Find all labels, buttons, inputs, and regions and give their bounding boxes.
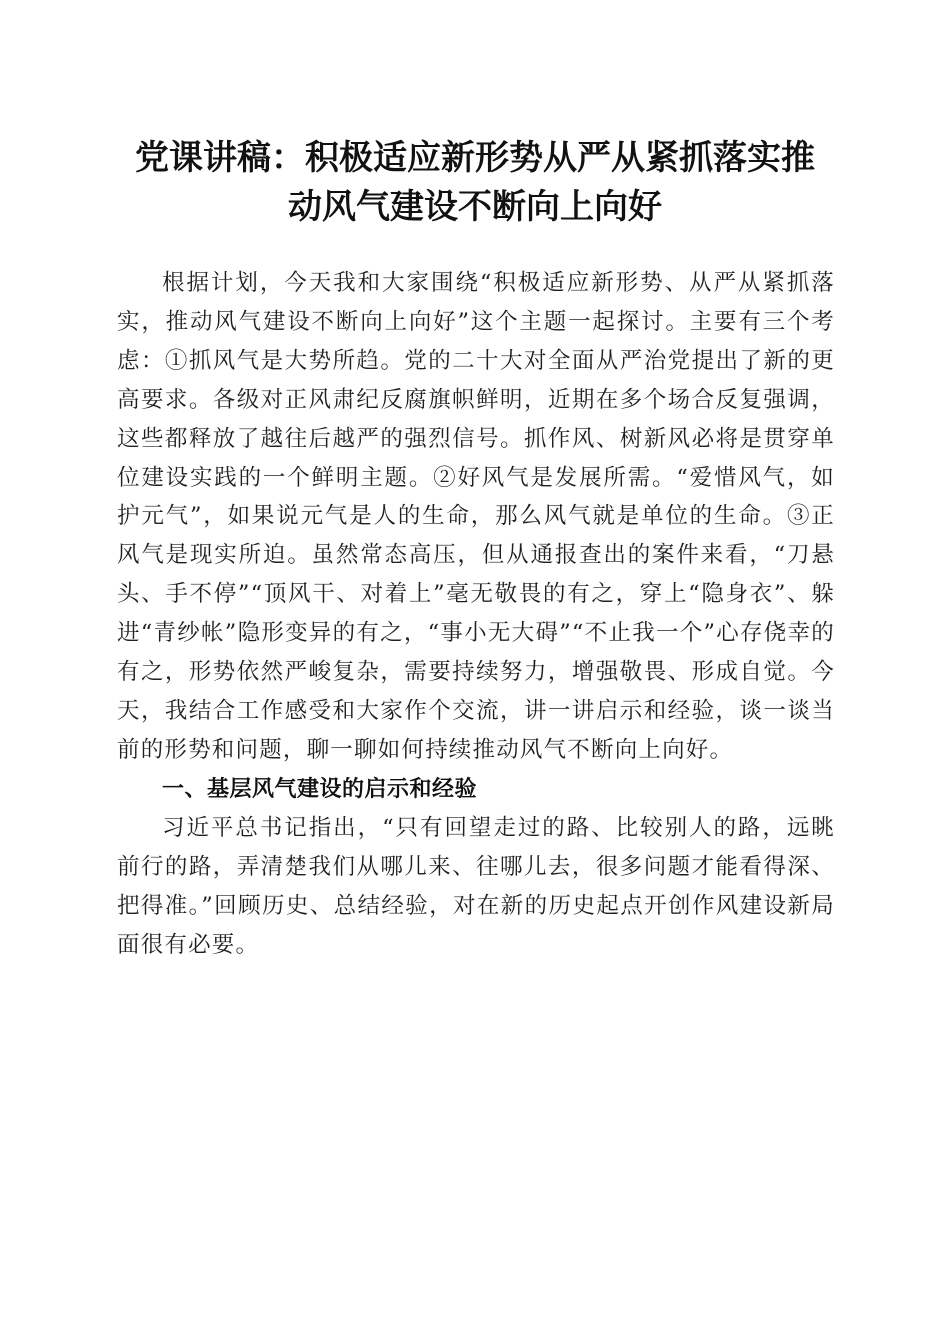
section-heading: 一、基层风气建设的启示和经验 (162, 776, 478, 802)
title-line-1: 党课讲稿：积极适应新形势从严从紧抓落实推 (135, 138, 815, 178)
document-title (110, 134, 840, 232)
document-body (117, 264, 835, 964)
title-line-2: 动风气建设不断向上向好 (288, 187, 662, 227)
section-paragraph: 习近平总书记指出，“只有回望走过的路、比较别人的路，远眺前行的路，弄清楚我们从哪儿来、往哪儿去，很多问题才能看得深、把得准。”回顾历史、总结经验，对在新的历史起点开创作风建设新局面很有必要。 (117, 814, 835, 958)
intro-paragraph: 根据计划，今天我和大家围绕“积极适应新形势、从严从紧抓落实，推动风气建设不断向上向好”这个主题一起探讨。主要有三个考虑：①抓风气是大势所趋。党的二十大对全面从严治党提出了新的更高要求。各级对正风肃纪反腐旗帜鲜明，近期在多个场合反复强调，这些都释放了越往后越严的强烈信号。抓作风、树新风必将是贯穿单位建设实践的一个鲜明主题。②好风气是发展所需。“爱惜风气，如护元气”，如果说元气是人的生命，那么风气就是单位的生命。③正风气是现实所迫。虽然常态高压，但从通报查出的案件来看，“刀悬头、手不停”“顶风干、对着上”毫无敬畏的有之，穿上“隐身衣”、躲进“青纱帐”隐形变异的有之，“事小无大碍”“不止我一个”心存侥幸的有之，形势依然严峻复杂，需要持续努力，增强敬畏、形成自觉。今天，我结合工作感受和大家作个交流，讲一讲启示和经验，谈一谈当前的形势和问题，聊一聊如何持续推动风气不断向上向好。 (117, 270, 835, 763)
